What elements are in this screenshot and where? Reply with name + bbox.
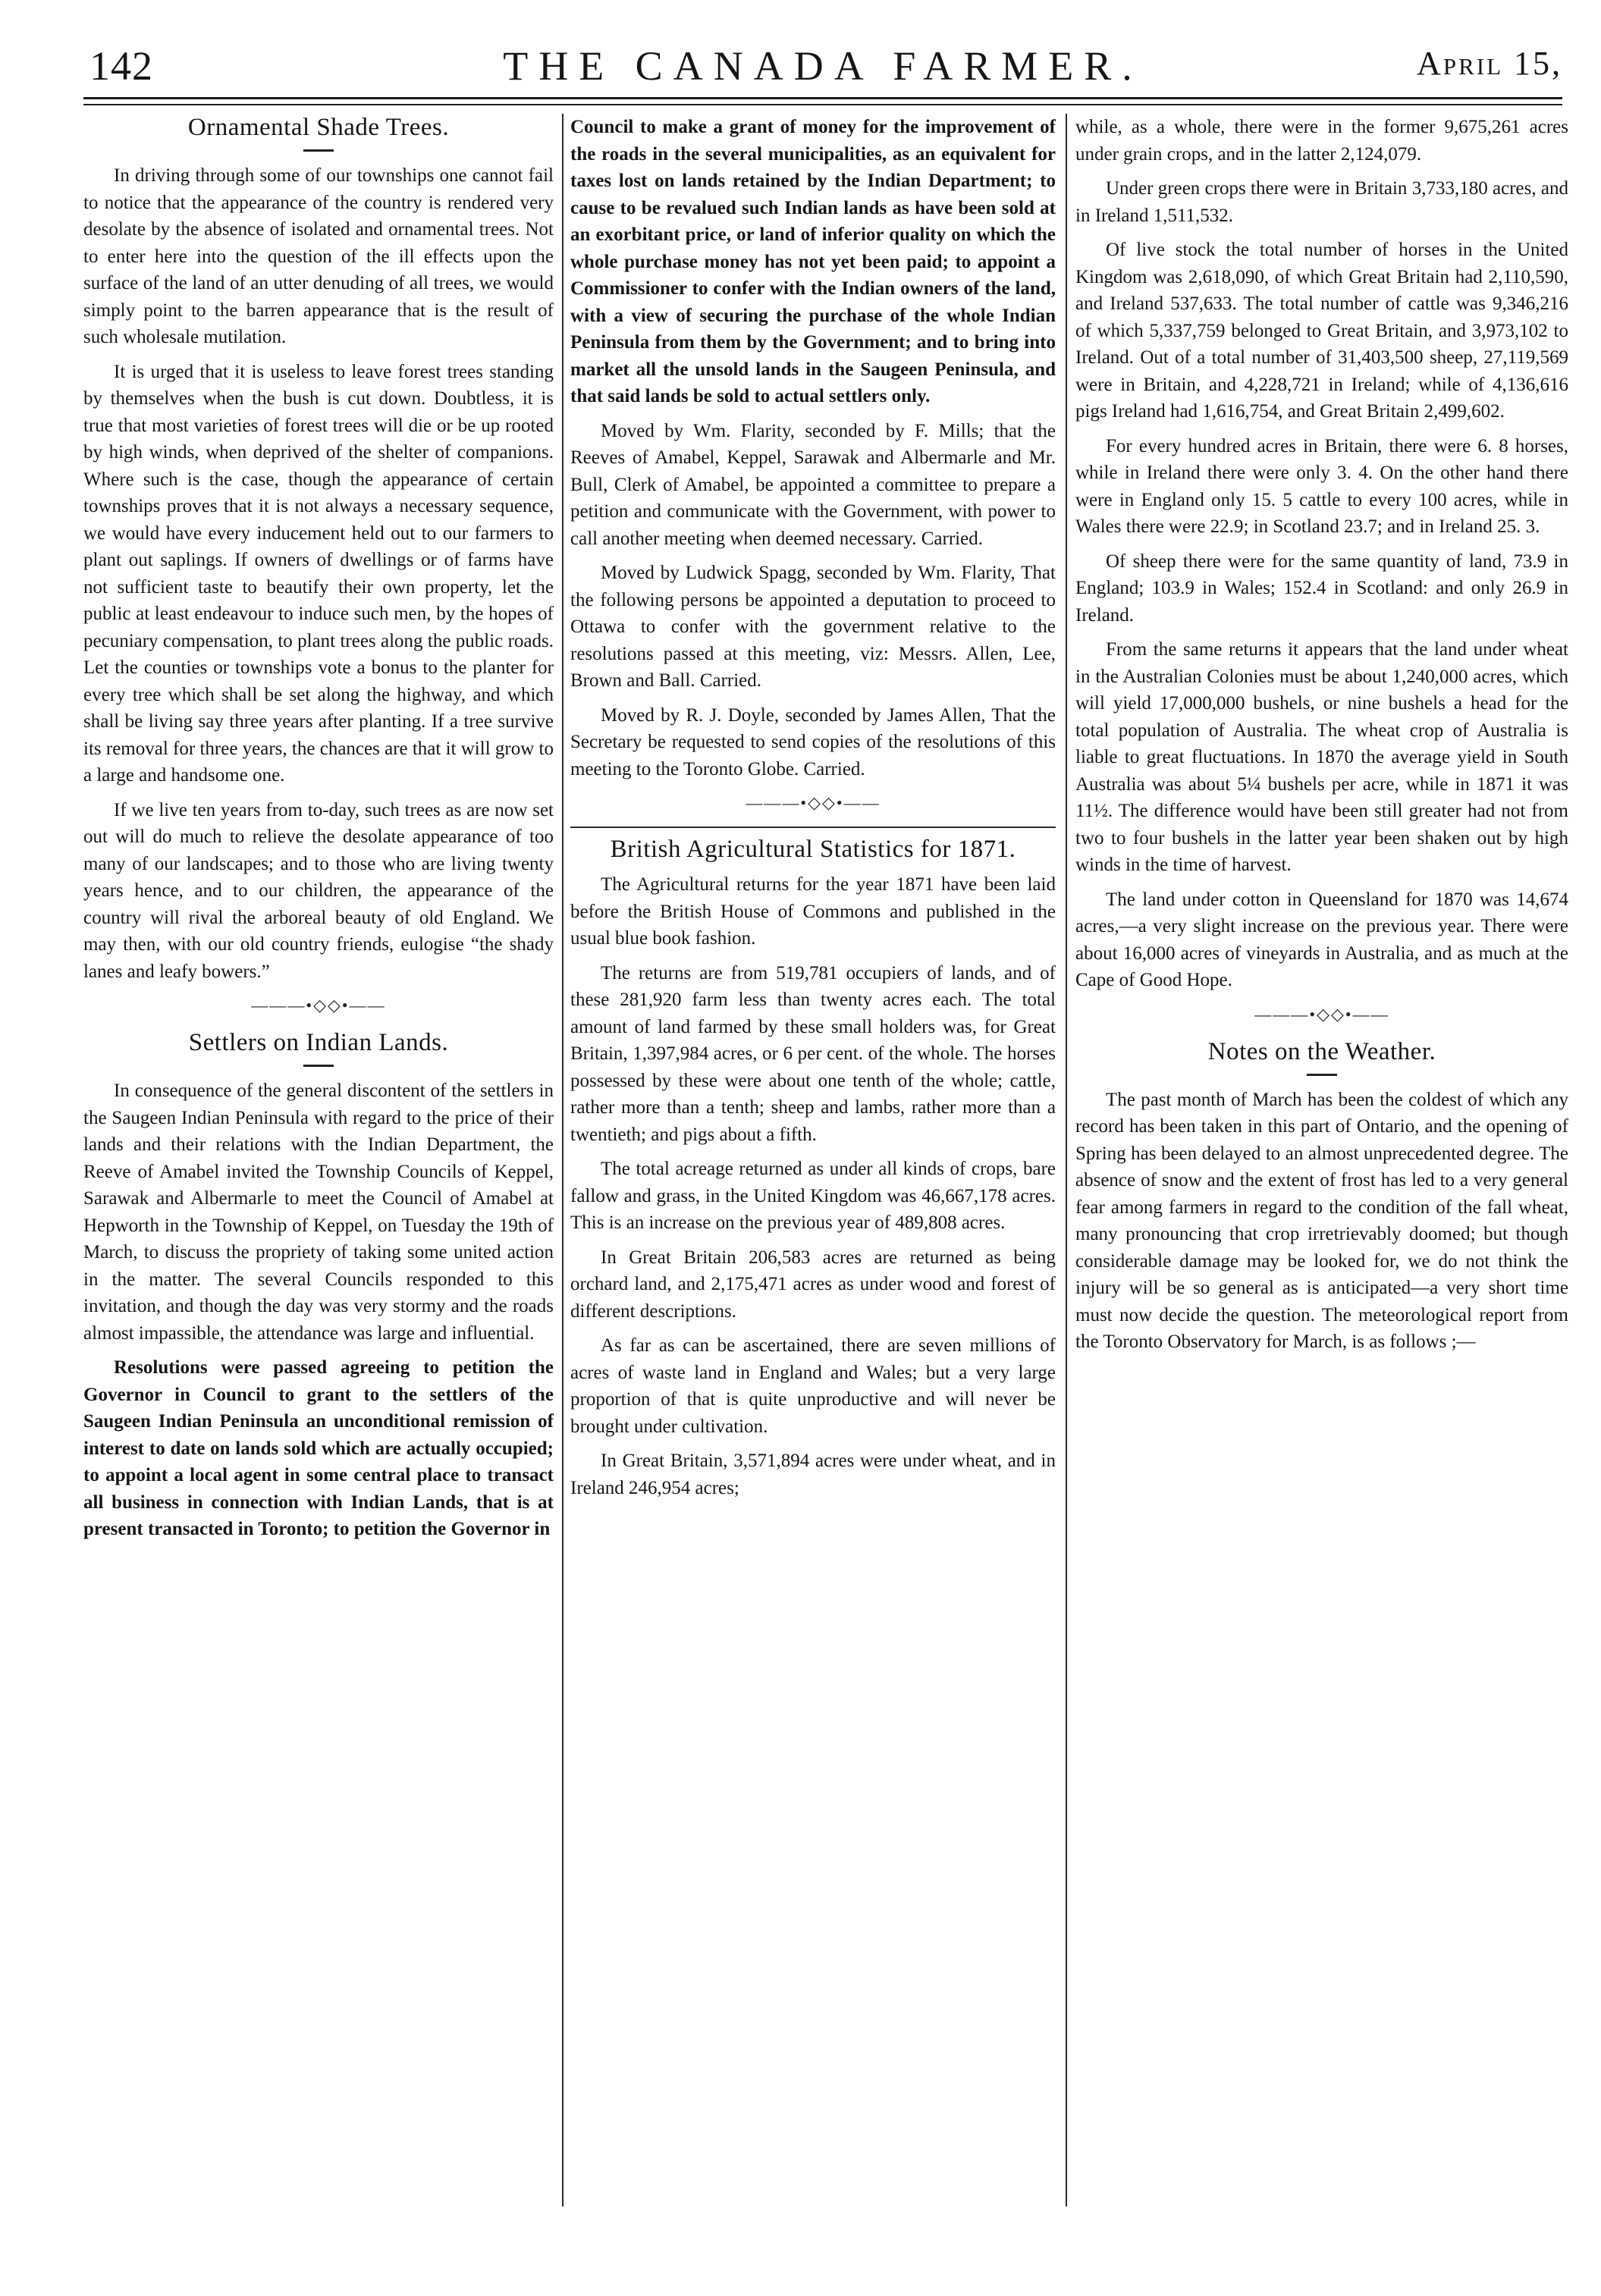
title-rule bbox=[303, 1065, 334, 1067]
article-title-notes-on-the-weather: Notes on the Weather. bbox=[1207, 1037, 1436, 1065]
paragraph: As far as can be ascertained, there are seven millions of acres of waste land in England and Wales; but a very large proportion of that is quite unproductive and will never be brought under cultivation. bbox=[570, 1335, 1056, 1437]
column-2 bbox=[570, 114, 1056, 1509]
paragraph: The returns are from 519,781 occupiers of lands, and of these 281,920 farm less than twenty acres each. The total amount of land farmed by these small holders was, for Great Britain, 1,397,984 acres, or 6 per cent. of the whole. The horses possessed by these were about one tenth of the whole; cattle, rather more than a tenth; sheep and lambs, rather more than a twentieth; and pigs about a fifth. bbox=[570, 962, 1056, 1145]
paragraph-motion: Moved by Wm. Flarity, seconded by F. Mills; that the Reeves of Amabel, Keppel, Sarawak and Albermarle and Mr. Bull, Clerk of Amabel, be appointed a committee to prepare a petition and communicate with the Government, with power to call another meeting when deemed necessary. Carried. bbox=[570, 420, 1056, 549]
paragraph: Under green crops there were in Britain 3,733,180 acres, and in Ireland 1,511,532. bbox=[1075, 178, 1568, 226]
paragraph: For every hundred acres in Britain, there were 6. 8 horses, while in Ireland there were only 3. 4. On the other hand there were in England only 15. 5 cattle to every 100 acres, while in Wales there were 22.9; in Scotland 23.7; and in Ireland 25. 3. bbox=[1075, 435, 1568, 537]
header-rule-double bbox=[83, 104, 1562, 105]
paragraph: From the same returns it appears that the land under wheat in the Australian Colonies must be about 1,240,000 acres, which will yield 17,000,000 bushels, or nine bushels a head for the total population of Australia. The wheat crop of Australia is liable to great fluctuations. In 1870 the average yield in South Australia was about 5¼ bushels per acre, while in 1871 it was 11½. The difference would have been still greater had not from two to four bushels in the latter year been shaken out by high winds in the time of harvest. bbox=[1075, 639, 1568, 875]
section-ornament: ———•◇◇•—— bbox=[1254, 1004, 1389, 1024]
paragraph: The Agricultural returns for the year 1871 have been laid before the British House of Commons and published in the usual blue book fashion. bbox=[570, 874, 1056, 949]
article-title-british-agricultural-statistics: British Agricultural Statistics for 1871. bbox=[570, 826, 1056, 864]
column-divider bbox=[1066, 114, 1067, 2207]
paragraph: If we live ten years from to-day, such trees as are now set out will do much to relieve the desolate appearance of too many of our landscapes; and to those who are living twenty years hence, and to our children, the appearance of the country will rival the arboreal beauty of old England. We may then, with our old country friends, eulogise “the shady lanes and leafy bowers.” bbox=[83, 799, 554, 982]
masthead-title: THE CANADA FARMER. bbox=[503, 43, 1143, 89]
paragraph: Of sheep there were for the same quantity of land, 73.9 in England; 103.9 in Wales; 152.4 in Scotland: and only 26.9 in Ireland. bbox=[1075, 550, 1568, 626]
column-divider bbox=[562, 114, 563, 2207]
section-ornament: ———•◇◇•—— bbox=[746, 793, 881, 812]
issue-date: April 15, bbox=[1417, 45, 1562, 82]
page-number: 142 bbox=[89, 43, 153, 89]
column-1 bbox=[83, 114, 554, 1551]
page-header bbox=[83, 42, 1562, 103]
article-title-settlers-on-indian-lands: Settlers on Indian Lands. bbox=[188, 1029, 449, 1056]
paragraph: The past month of March has been the coldest of which any record has been taken in this part of Ontario, and the opening of Spring has been delayed to an almost unprecedented degree. The absence of snow and the extent of frost has led to a very general fear among farmers in regard to the condition of the fall wheat, many pronouncing that crop irretrievably doomed; but though considerable damage may be looked for, we do not think the injury will be so general as is anticipated—a very short time must now decide the question. The meteorological report from the Toronto Observatory for March, is as follows ;— bbox=[1075, 1089, 1568, 1352]
paragraph-motion: Moved by Ludwick Spagg, seconded by Wm. Flarity, That the following persons be appointed a deputation to proceed to Ottawa to confer with the government relative to the resolutions passed at this meeting, viz: Messrs. Allen, Lee, Brown and Ball. Carried. bbox=[570, 563, 1056, 691]
paragraph: In consequence of the general discontent of the settlers in the Saugeen Indian Peninsula with regard to the price of their lands and their relations with the Indian Department, the Reeve of Amabel invited the Township Councils of Keppel, Sarawak and Albermarle to meet the Council of Amabel at Hepworth in the Township of Keppel, on Tuesday the 19th of March, to discuss the propriety of taking some united action in the matter. The several Councils responded to this invitation, and though the day was very stormy and the roads almost impassible, the attendance was large and influential. bbox=[83, 1081, 554, 1344]
paragraph: In Great Britain, 3,571,894 acres were under wheat, and in Ireland 246,954 acres; bbox=[570, 1451, 1056, 1498]
header-rule bbox=[83, 97, 1562, 99]
title-rule bbox=[1307, 1074, 1337, 1076]
title-rule bbox=[303, 149, 334, 152]
paragraph-continued: Council to make a grant of money for the improvement of the roads in the several municipalities, as an equivalent for taxes lost on lands retained by the Indian Department; to cause to be revalued such Indian lands as have been sold at an exorbitant price, or land of inferior quality on which the whole purchase money has not yet been paid; to appoint a Commissioner to confer with the Indian owners of the land, with a view of securing the purchase of the whole Indian Peninsula from them by the Government; and to bring into market all the unsold lands in the Saugeen Peninsula, and that said lands be sold to actual settlers only. bbox=[570, 117, 1056, 406]
column-3 bbox=[1075, 114, 1568, 1363]
paragraph-continued: while, as a whole, there were in the former 9,675,261 acres under grain crops, and in the latter 2,124,079. bbox=[1075, 117, 1568, 165]
paragraph: The total acreage returned as under all kinds of crops, bare fallow and grass, in the United Kingdom was 46,667,178 acres. This is an increase on the previous year of 489,808 acres. bbox=[570, 1159, 1056, 1233]
paragraph: Of live stock the total number of horses in the United Kingdom was 2,618,090, of which Great Britain had 2,110,590, and Ireland 537,633. The total number of cattle was 9,346,216 of which 5,337,759 belonged to Great Britain, and 3,973,102 to Ireland. Out of a total number of 31,403,500 sheep, 27,119,569 were in Britain, and 4,228,721 in Ireland; while of 4,136,616 pigs Ireland had 1,616,754, and Great Britain 2,499,602. bbox=[1075, 240, 1568, 422]
paragraph: In driving through some of our townships one cannot fail to notice that the appearance of the country is rendered very desolate by the absence of isolated and ornamental trees. Not to enter here into the question of the ill effects upon the surface of the land of an utter denuding of all trees, we would simply point to the barren appearance that is the result of such wholesale mutilation. bbox=[83, 165, 554, 347]
paragraph: In Great Britain 206,583 acres are returned as being orchard land, and 2,175,471 acres as under wood and forest of different descriptions. bbox=[570, 1247, 1056, 1322]
paragraph-motion: Moved by R. J. Doyle, seconded by James Allen, That the Secretary be requested to send copies of the resolutions of this meeting to the Toronto Globe. Carried. bbox=[570, 704, 1056, 779]
paragraph-resolutions: Resolutions were passed agreeing to petition the Governor in Council to grant to the settlers of the Saugeen Indian Peninsula an unconditional remission of interest to date on lands sold which are actually occupied; to appoint a local agent in some central place to transact all business in connection with Indian Lands, that is at present transacted in Toronto; to petition the Governor in bbox=[83, 1357, 554, 1539]
section-ornament: ———•◇◇•—— bbox=[251, 996, 386, 1015]
paragraph: It is urged that it is useless to leave forest trees standing by themselves when the bush is cut down. Doubtless, it is true that most varieties of forest trees will die or be up rooted by high winds, when deprived of the shelter of companions. Where such is the case, though the appearance of certain townships proves that it is not always a necessary sequence, we would have every inducement held out to our farmers to plant out saplings. If owners of dwellings or of farms have not sufficient taste to beautify their own property, let the public at least endeavour to induce such men, by the hopes of pecuniary compensation, to plant trees along the public roads. Let the counties or townships vote a bonus to the planter for every tree which shall be set along the highway, and which shall be living say three years after planting. If a tree survive its removal for three years, the chances are that it will grow to a large and handsome one. bbox=[83, 361, 554, 786]
paragraph: The land under cotton in Queensland for 1870 was 14,674 acres,—a very slight increase on the previous year. There were about 16,000 acres of vineyards in Australia, and as much at the Cape of Good Hope. bbox=[1075, 889, 1568, 990]
article-title-ornamental-shade-trees: Ornamental Shade Trees. bbox=[187, 114, 450, 141]
